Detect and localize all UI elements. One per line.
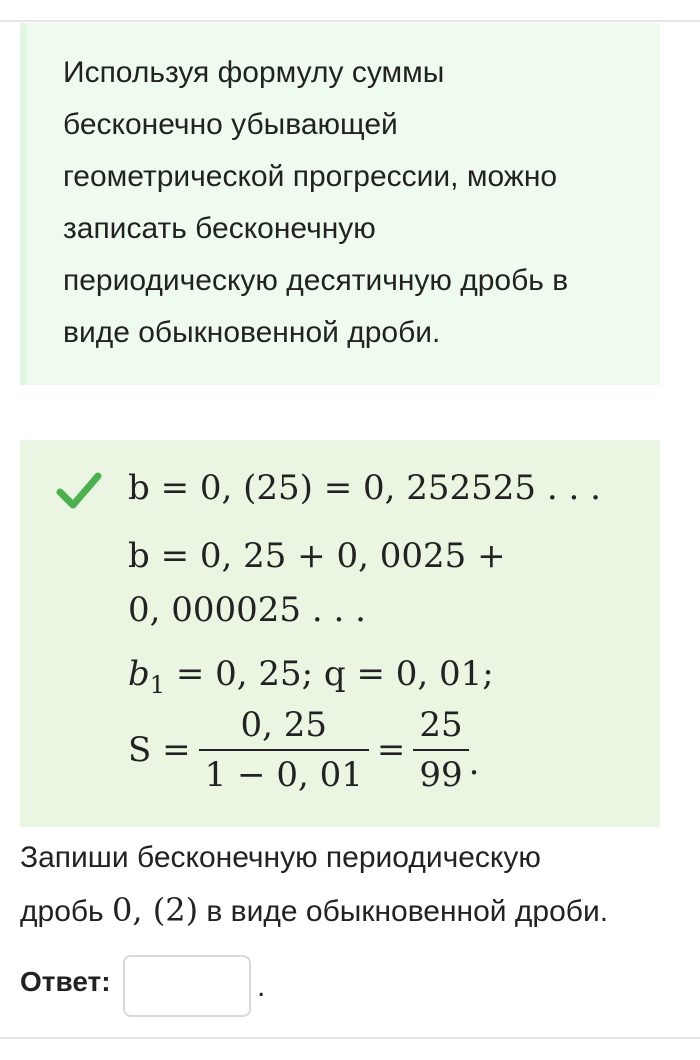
b-symbol: b	[128, 654, 150, 694]
bottom-divider	[0, 1037, 700, 1039]
theory-note	[20, 23, 660, 385]
fraction-2	[413, 705, 468, 795]
top-divider	[0, 20, 700, 22]
answer-period: .	[257, 970, 266, 1003]
fraction-1-denominator: 1 − 0, 01	[199, 749, 369, 795]
example-line-4	[128, 654, 494, 699]
theory-line: Используя формулу суммы	[63, 56, 445, 89]
example-line-4-rest: = 0, 25; q = 0, 01;	[165, 654, 494, 694]
check-icon	[56, 468, 102, 512]
equals-sign: =	[376, 730, 406, 770]
example-line-3: 0, 000025 . . .	[128, 590, 366, 630]
theory-line: геометрической прогрессии, можно	[63, 160, 558, 193]
example-line-5	[128, 705, 479, 795]
fraction-2-denominator: 99	[413, 749, 468, 795]
subscript: 1	[149, 671, 166, 699]
theory-line: периодическую десятичную дробь в	[63, 264, 569, 297]
theory-line: бесконечно убывающей	[63, 108, 398, 141]
theory-line: виде обыкновенной дроби.	[63, 316, 441, 349]
fraction-1-numerator: 0, 25	[240, 705, 327, 745]
theory-line: записать бесконечную	[63, 212, 376, 245]
fraction-2-numerator: 25	[419, 705, 463, 745]
task-line-2	[20, 884, 680, 938]
task-line-1: Запиши бесконечную периодическую	[20, 841, 541, 874]
example-line-2: b = 0, 25 + 0, 0025 +	[128, 536, 506, 576]
example-line-1: b = 0, (25) = 0, 252525 . . .	[128, 468, 601, 508]
answer-input[interactable]	[123, 955, 251, 1017]
task-text	[20, 832, 680, 938]
task-suffix: в виде обыкновенной дроби.	[198, 895, 609, 928]
answer-label: Ответ:	[20, 966, 111, 997]
worked-example	[20, 440, 660, 827]
period: .	[468, 743, 480, 783]
theory-text	[63, 47, 653, 359]
task-math: 0, (2)	[112, 891, 199, 929]
task-prefix: дробь	[20, 895, 113, 928]
sum-lhs: S =	[128, 730, 191, 770]
fraction-1	[199, 705, 369, 795]
